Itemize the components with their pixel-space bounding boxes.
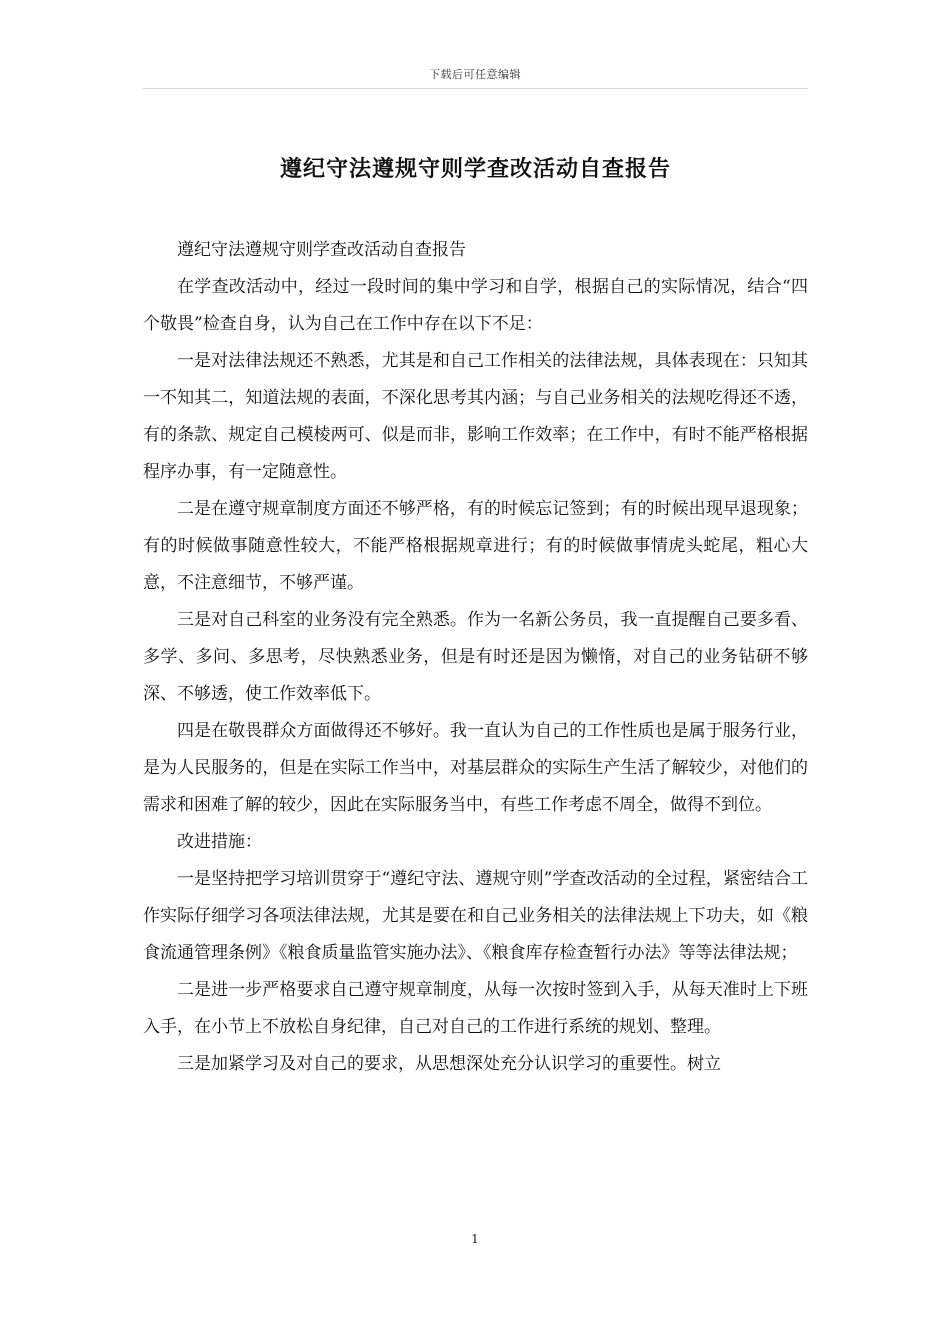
document-body bbox=[143, 232, 808, 1083]
body-paragraph: 二是在遵守规章制度方面还不够严格，有的时候忘记签到；有的时候出现早退现象；有的时候做事随意性较大，不能严格根据规章进行；有的时候做事情虎头蛇尾，粗心大意，不注意细节，不够严谨。 bbox=[143, 499, 808, 593]
body-paragraph: 二是进一步严格要求自己遵守规章制度，从每一次按时签到入手，从每天准时上下班入手，在小节上不放松自身纪律，自己对自己的工作进行系统的规划、整理。 bbox=[143, 980, 808, 1037]
document-title: 遵纪守法遵规守则学查改活动自查报告 bbox=[279, 156, 671, 182]
body-paragraph: 一是对法律法规还不熟悉，尤其是和自己工作相关的法律法规，具体表现在：只知其一不知其二，知道法规的表面，不深化思考其内涵；与自己业务相关的法规吃得还不透，有的条款、规定自己模棱两可、似是而非，影响工作效率；在工作中，有时不能严格根据程序办事，有一定随意性。 bbox=[143, 351, 808, 482]
body-paragraph: 一是坚持把学习培训贯穿于“遵纪守法、遵规守则”学查改活动的全过程，紧密结合工作实际仔细学习各项法律法规，尤其是要在和自己业务相关的法律法规上下功夫，如《粮食流通管理条例》《粮食质量监管实施办法》、《粮食库存检查暂行办法》等等法律法规； bbox=[143, 869, 808, 963]
page-number: 1 bbox=[471, 1232, 479, 1246]
section-heading: 改进措施： bbox=[177, 832, 262, 852]
body-paragraph: 三是对自己科室的业务没有完全熟悉。作为一名新公务员，我一直提醒自己要多看、多学、多问、多思考，尽快熟悉业务，但是有时还是因为懒惰，对自己的业务钻研不够深、不够透，使工作效率低下。 bbox=[143, 610, 808, 704]
header-divider bbox=[143, 88, 808, 89]
body-paragraph: 在学查改活动中，经过一段时间的集中学习和自学，根据自己的实际情况，结合“四个敬畏”检查自身，认为自己在工作中存在以下不足： bbox=[143, 277, 808, 334]
body-paragraph: 遵纪守法遵规守则学查改活动自查报告 bbox=[177, 240, 466, 260]
body-paragraph: 四是在敬畏群众方面做得还不够好。我一直认为自己的工作性质也是属于服务行业，是为人民服务的，但是在实际工作当中，对基层群众的实际生产生活了解较少，对他们的需求和困难了解的较少，因此在实际服务当中，有些工作考虑不周全，做得不到位。 bbox=[143, 721, 808, 815]
page-header: 下载后可任意编辑 bbox=[429, 68, 521, 81]
body-paragraph: 三是加紧学习及对自己的要求，从思想深处充分认识学习的重要性。树立 bbox=[177, 1054, 721, 1074]
